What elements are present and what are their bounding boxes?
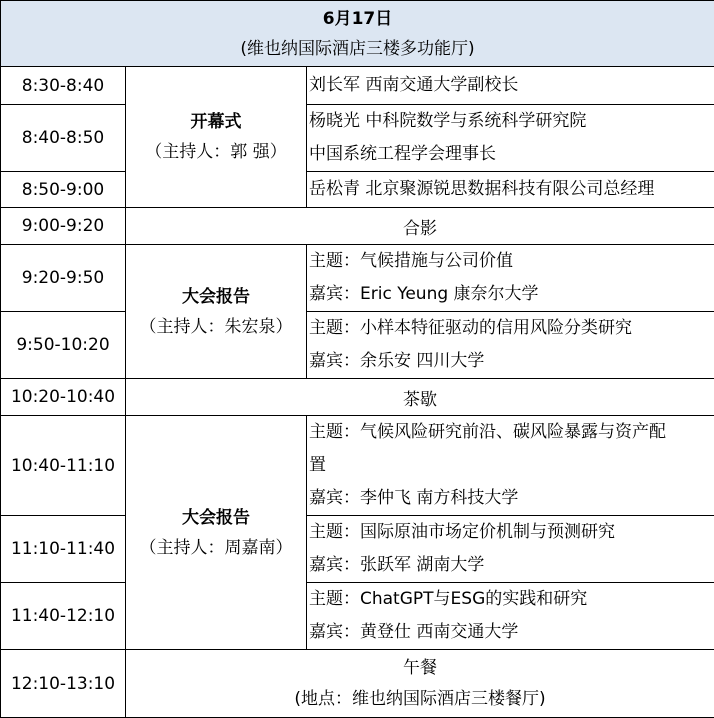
detail-line: 嘉宾：Eric Yeung 康奈尔大学 — [309, 278, 712, 311]
schedule-row — [1, 416, 714, 516]
time-cell: 9:50-10:20 — [1, 312, 126, 379]
detail-line: 主题：ChatGPT与ESG的实践和研究 — [309, 583, 712, 616]
schedule-row — [1, 650, 714, 718]
schedule-row — [1, 516, 714, 583]
detail-cell — [307, 583, 714, 650]
schedule-venue: (维也纳国际酒店三楼多功能厅) — [3, 34, 712, 64]
detail-cell — [307, 105, 714, 172]
schedule-row — [1, 208, 714, 245]
schedule-date: 6月17日 — [3, 4, 712, 34]
detail-line: 置 — [309, 449, 712, 482]
schedule-row — [1, 67, 714, 105]
break-cell: 合影 — [126, 208, 714, 245]
time-cell: 10:20-10:40 — [1, 379, 126, 416]
session-title: 大会报告 — [128, 282, 304, 312]
lunch-label: 午餐 — [128, 653, 712, 684]
session-host: （主持人：郭 强） — [128, 137, 304, 167]
time-cell: 8:40-8:50 — [1, 105, 126, 172]
schedule-row — [1, 105, 714, 172]
detail-line: 主题：国际原油市场定价机制与预测研究 — [309, 516, 712, 549]
detail-line: 嘉宾：李仲飞 南方科技大学 — [309, 482, 712, 515]
session-host: （主持人：周嘉南） — [128, 533, 304, 563]
detail-cell — [307, 172, 714, 208]
time-cell: 9:00-9:20 — [1, 208, 126, 245]
break-cell: 茶歇 — [126, 379, 714, 416]
session-plenary-1 — [126, 245, 307, 379]
detail-cell — [307, 312, 714, 379]
session-title: 大会报告 — [128, 503, 304, 533]
time-cell: 8:30-8:40 — [1, 67, 126, 105]
schedule-row — [1, 583, 714, 650]
detail-line: 岳松青 北京聚源锐思数据科技有限公司总经理 — [309, 173, 712, 206]
detail-line: 嘉宾：黄登仕 西南交通大学 — [309, 616, 712, 649]
schedule-row — [1, 245, 714, 312]
session-host: （主持人：朱宏泉） — [128, 312, 304, 342]
time-cell: 8:50-9:00 — [1, 172, 126, 208]
lunch-location: (地点：维也纳国际酒店三楼餐厅) — [128, 684, 712, 715]
lunch-cell — [126, 650, 714, 718]
detail-cell — [307, 245, 714, 312]
detail-cell — [307, 416, 714, 516]
detail-line: 主题：小样本特征驱动的信用风险分类研究 — [309, 312, 712, 345]
detail-line: 主题：气候风险研究前沿、碳风险暴露与资产配 — [309, 416, 712, 449]
session-plenary-2 — [126, 416, 307, 650]
time-cell: 11:10-11:40 — [1, 516, 126, 583]
time-cell: 9:20-9:50 — [1, 245, 126, 312]
detail-line: 刘长军 西南交通大学副校长 — [309, 69, 712, 102]
date-header — [1, 1, 714, 67]
time-cell: 10:40-11:10 — [1, 416, 126, 516]
detail-cell — [307, 67, 714, 105]
detail-cell — [307, 516, 714, 583]
detail-line: 嘉宾：余乐安 四川大学 — [309, 345, 712, 378]
session-opening — [126, 67, 307, 208]
schedule-row — [1, 379, 714, 416]
detail-line: 杨晓光 中科院数学与系统科学研究院 — [309, 105, 712, 138]
schedule-row — [1, 172, 714, 208]
detail-line: 中国系统工程学会理事长 — [309, 138, 712, 171]
detail-line: 主题：气候措施与公司价值 — [309, 245, 712, 278]
time-cell: 12:10-13:10 — [1, 650, 126, 718]
schedule-row — [1, 312, 714, 379]
time-cell: 11:40-12:10 — [1, 583, 126, 650]
session-title: 开幕式 — [128, 107, 304, 137]
date-header-row — [1, 1, 714, 67]
detail-line: 嘉宾：张跃军 湖南大学 — [309, 549, 712, 582]
